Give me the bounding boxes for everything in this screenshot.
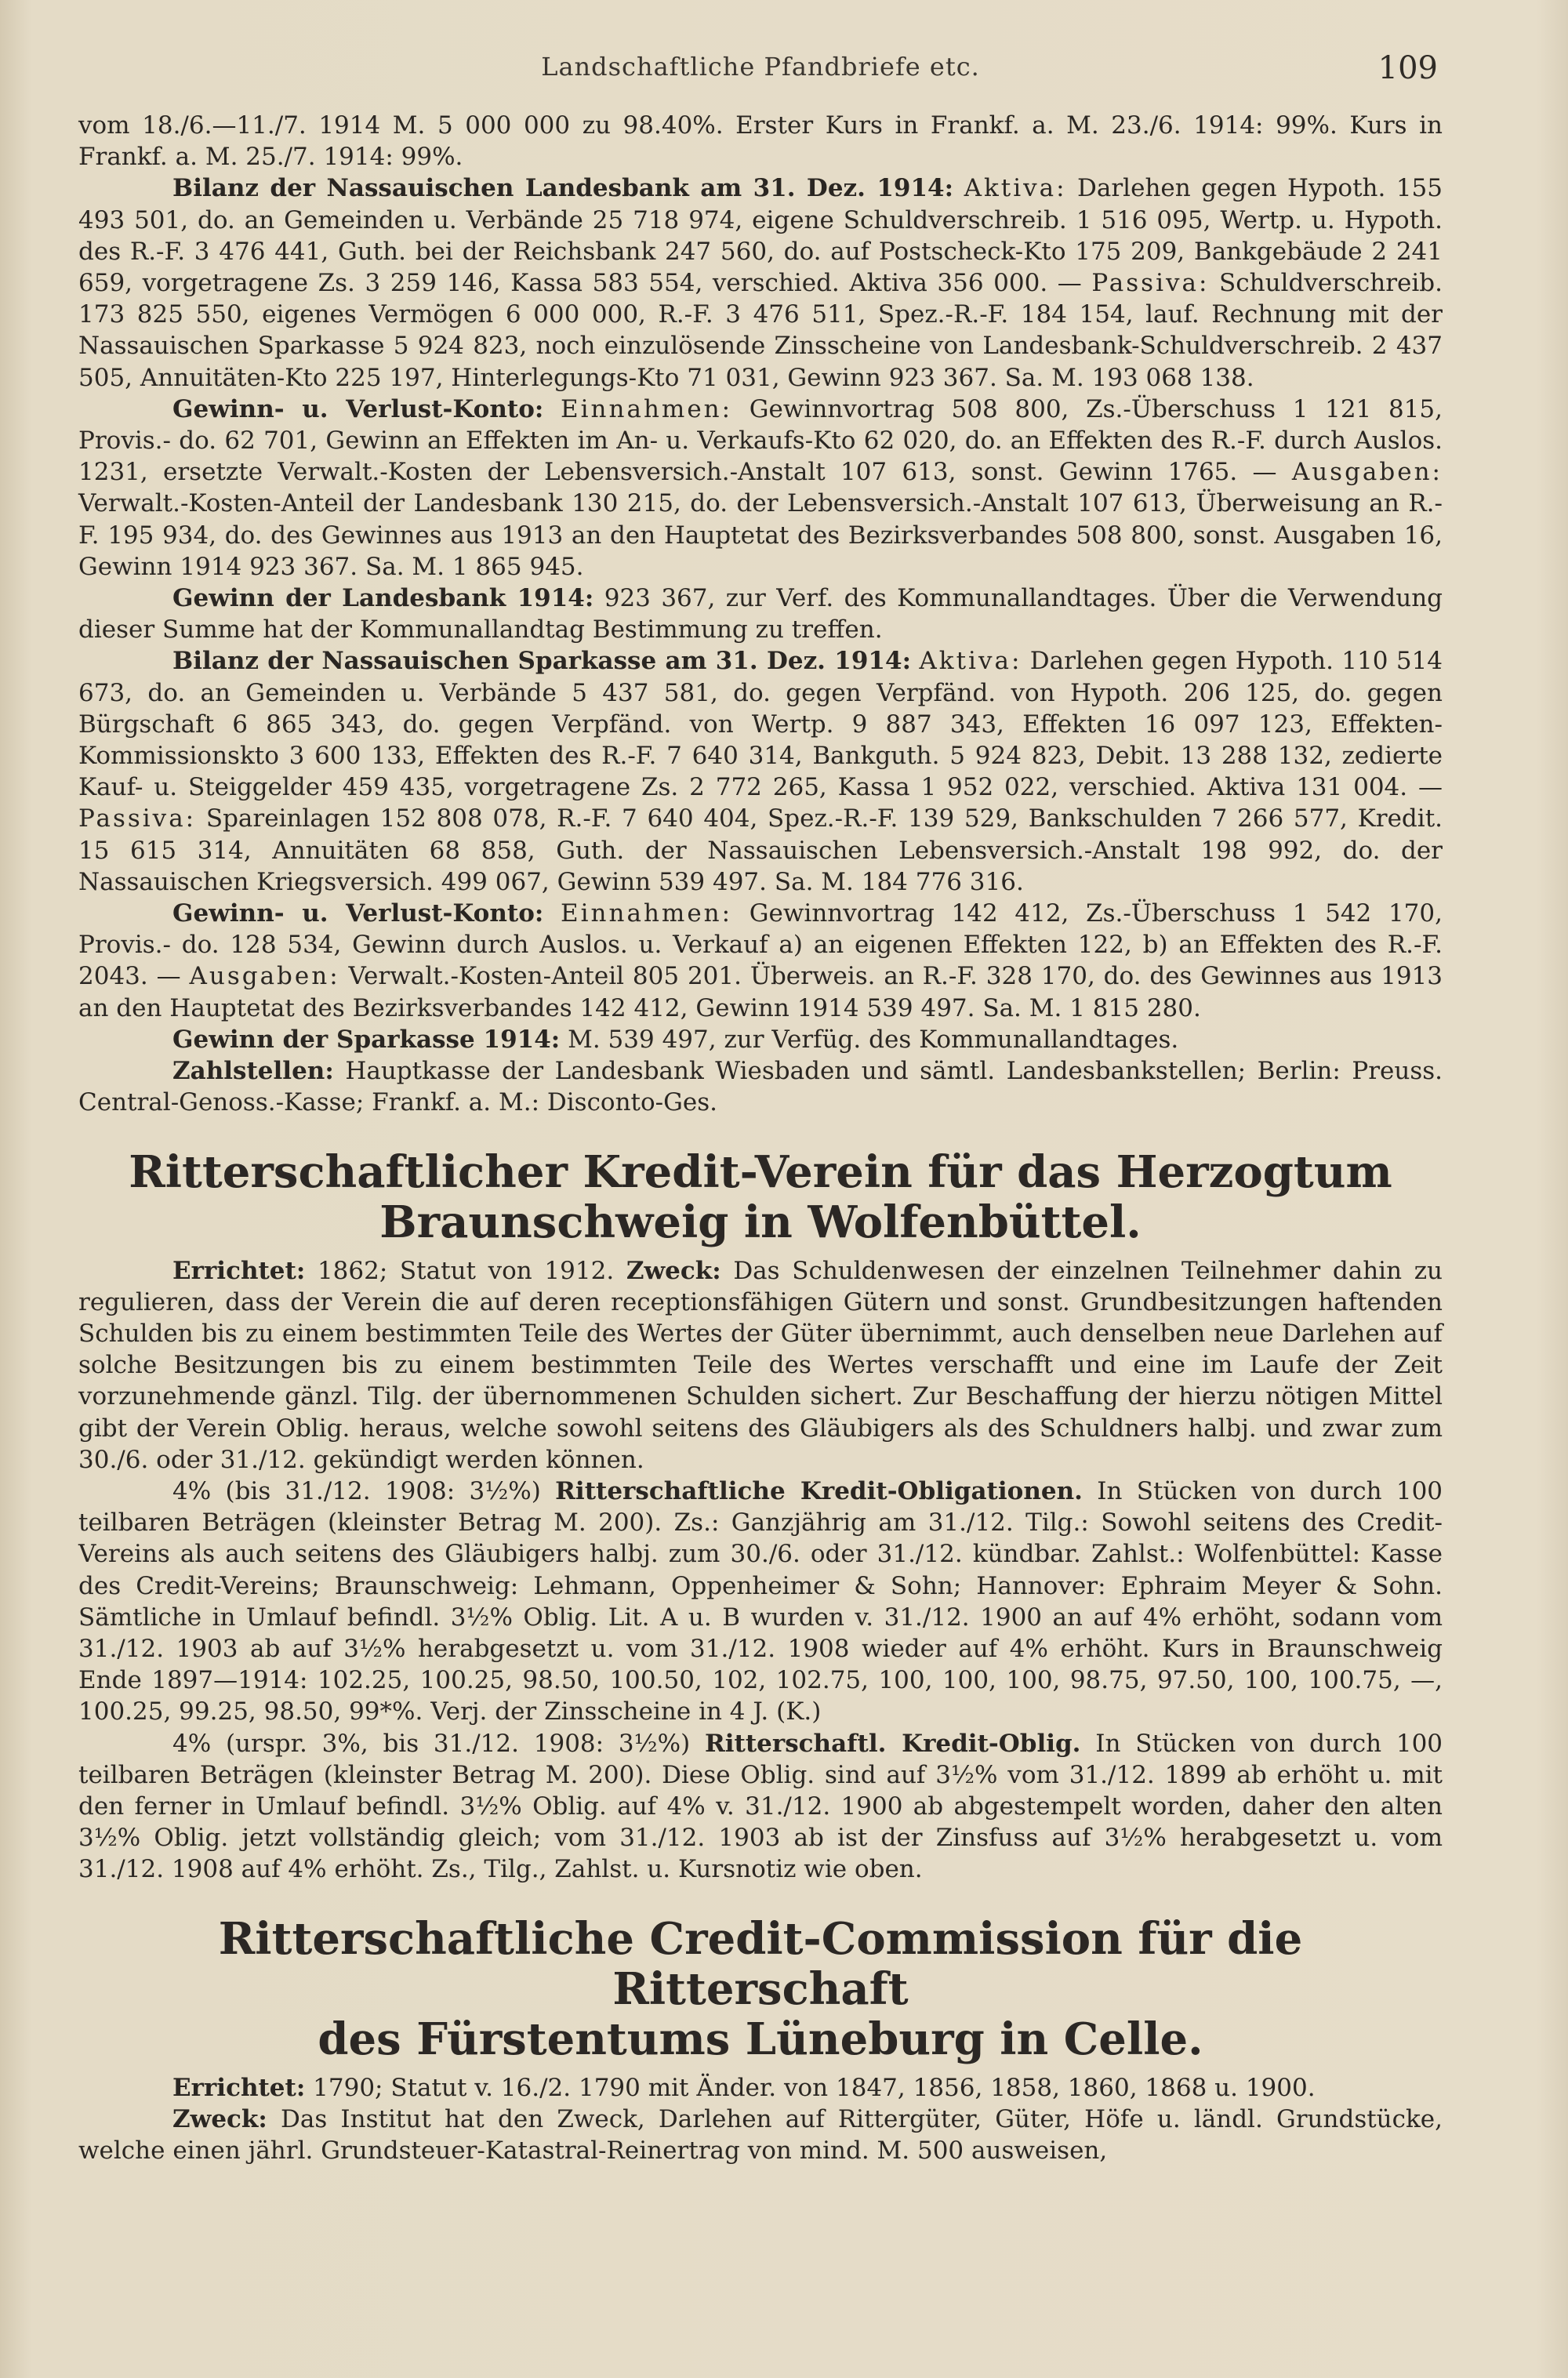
errichtet-label: Errichtet: — [172, 1256, 306, 1285]
section-heading-braunschweig: Ritterschaftlicher Kredit-Verein für das Herzogtum Braunschweig in Wolfenbüttel. — [129, 1145, 1392, 1248]
einnahmen-label: Einnahmen: — [561, 394, 733, 423]
zahlstellen-paragraph: Zahlstellen: Hauptkasse der Landesbank Wiesbaden und sämtl. Landesbankstellen; Berlin: Preuss. Central-Genoss.-Kasse; Frankf. a. M.: Disconto-Ges. — [78, 1057, 1443, 1117]
landesbank-gewinn-paragraph: Gewinn der Landesbank 1914: 923 367, zur Verf. des Kommunallandtages. Über die Verwendung dieser Summe hat der Kommunallandtag Bestimmung zu treffen. — [78, 584, 1443, 644]
running-title: Landschaftliche Pfandbriefe etc. — [541, 52, 980, 82]
page-content — [78, 47, 1443, 2166]
braunschweig-errichtet-paragraph: Errichtet: 1862; Statut von 1912. Zweck: Das Schuldenwesen der einzelnen Teilnehmer dahin zu regulieren, dass der Verein die auf deren receptionsfähigen Gütern und sonst. Grundbesitzungen haftenden Schulden bis zu einem bestimmten Teile des Wertes der Güter übernimmt, auch denselben neue Darlehen auf solche Besitzungen bis zu einem bestimmten Teile des Wertes verschafft und eine im Laufe der Zeit vorzunehmende gänzl. Tilg. der übernommenen Schulden sichert. Zur Beschaffung der hierzu nötigen Mittel gibt der Verein Oblig. heraus, welche sowohl seitens des Gläubigers als des Schuldners halbj. und zwar zum 30./6. oder 31./12. gekündigt werden können. — [78, 1256, 1443, 1474]
kredit-oblig-label: Ritterschaftl. Kredit-Oblig. — [705, 1729, 1081, 1758]
lueneburg-errichtet-paragraph: Errichtet: 1790; Statut v. 16./2. 1790 mit Änder. von 1847, 1856, 1858, 1860, 1868 u. 1900. — [172, 2073, 1316, 2102]
kredit-oblig-paragraph: 4% (urspr. 3%, bis 31./12. 1908: 3½%) Ritterschaftl. Kredit-Oblig. In Stücken von durch 100 teilbaren Beträgen (kleinster Betrag M. 200). Diese Oblig. sind auf 3½% vom 31./12. 1899 ab erhöht u. mit den ferner in Umlauf befindl. 3½% Oblig. auf 4% v. 31./12. 1900 ab abgestempelt worden, daher den alten 3½% Oblig. jetzt vollständig gleich; vom 31./12. 1903 ab ist der Zinsfuss auf 3½% herabgesetzt u. vom 31./12. 1908 auf 4% erhöht. Zs., Tilg., Zahlst. u. Kursnotiz wie oben. — [78, 1729, 1443, 1884]
section-heading-lueneburg: Ritterschaftliche Credit-Commission für die Ritterschaft des Fürstentums Lüneburg in Celle. — [218, 1912, 1303, 2065]
page-number: 109 — [1377, 50, 1438, 86]
ausgaben-label: Ausgaben: — [189, 962, 340, 991]
sparkasse-bilanz-label: Bilanz der Nassauischen Sparkasse am 31. Dez. 1914: — [172, 647, 912, 676]
kredit-obligationen-label: Ritterschaftliche Kredit-Obligationen. — [555, 1476, 1083, 1505]
einnahmen-label: Einnahmen: — [561, 899, 733, 928]
zweck-label: Zweck: — [626, 1256, 721, 1285]
zahlstellen-label: Zahlstellen: — [172, 1057, 334, 1086]
passiva-label: Passiva: — [1091, 269, 1210, 298]
landesbank-guv-label: Gewinn- u. Verlust-Konto: — [172, 394, 544, 423]
ausgaben-label: Ausgaben: — [1291, 458, 1443, 487]
lueneburg-zweck-paragraph: Zweck: Das Institut hat den Zweck, Darlehen auf Rittergüter, Güter, Höfe u. ländl. Grundstücke, welche einen jährl. Grundsteuer-Katastral-Reinertrag von mind. M. 500 ausweisen, — [78, 2104, 1443, 2165]
landesbank-guv-paragraph: Gewinn- u. Verlust-Konto: Einnahmen: Gewinnvortrag 508 800, Zs.-Überschuss 1 121 815, Provis.- do. 62 701, Gewinn an Effekten im An- u. Verkaufs-Kto 62 020, do. an Effekten des R.-F. durch Auslos. 1231, ersetzte Verwalt.-Kosten der Lebensversich.-Anstalt 107 613, sonst. Gewinn 1765. — Ausgaben: Verwalt.-Kosten-Anteil der Landesbank 130 215, do. der Lebensversich.-Anstalt 107 613, Überweisung an R.-F. 195 934, do. des Gewinnes aus 1913 an den Hauptetat des Bezirksverbandes 508 800, sonst. Ausgaben 16, Gewinn 1914 923 367. Sa. M. 1 865 945. — [78, 394, 1443, 581]
zweck-label: Zweck: — [172, 2104, 267, 2133]
sparkasse-guv-paragraph: Gewinn- u. Verlust-Konto: Einnahmen: Gewinnvortrag 142 412, Zs.-Überschuss 1 542 170, Provis.- do. 128 534, Gewinn durch Auslos. u. Verkauf a) an eigenen Effekten 122, b) an Effekten des R.-F. 2043. — Ausgaben: Verwalt.-Kosten-Anteil 805 201. Überweis. an R.-F. 328 170, do. des Gewinnes aus 1913 an den Hauptetat des Bezirksverbandes 142 412, Gewinn 1914 539 497. Sa. M. 1 815 280. — [78, 899, 1443, 1022]
landesbank-bilanz-paragraph: Bilanz der Nassauischen Landesbank am 31. Dez. 1914: Aktiva: Darlehen gegen Hypoth. 155 493 501, do. an Gemeinden u. Verbände 25 718 974, eigene Schuldverschreib. 1 516 095, Wertp. u. Hypoth. des R.-F. 3 476 441, Guth. bei der Reichsbank 247 560, do. auf Postscheck-Kto 175 209, Bankgebäude 2 241 659, vorgetragene Zs. 3 259 146, Kassa 583 554, verschied. Aktiva 356 000. — Passiva: Schuldverschreib. 173 825 550, eigenes Vermögen 6 000 000, R.-F. 3 476 511, Spez.-R.-F. 184 154, lauf. Rechnung mit der Nassauischen Sparkasse 5 924 823, noch einzulösende Zinsscheine von Landesbank-Schuldverschreib. 2 437 505, Annuitäten-Kto 225 197, Hinterlegungs-Kto 71 031, Gewinn 923 367. Sa. M. 193 068 138. — [78, 174, 1443, 392]
landesbank-anleihe-paragraph: vom 18./6.—11./7. 1914 M. 5 000 000 zu 98.40%. Erster Kurs in Frankf. a. M. 23./6. 1914: 99%. Kurs in Frankf. a. M. 25./7. 1914: 99%. — [78, 111, 1443, 172]
sparkasse-gewinn-paragraph: Gewinn der Sparkasse 1914: M. 539 497, zur Verfüg. des Kommunallandtages. — [172, 1025, 1179, 1054]
sparkasse-gewinn-label: Gewinn der Sparkasse 1914: — [172, 1025, 561, 1054]
aktiva-label: Aktiva: — [964, 174, 1067, 203]
sparkasse-guv-label: Gewinn- u. Verlust-Konto: — [172, 899, 544, 928]
aktiva-label: Aktiva: — [919, 647, 1022, 676]
errichtet-label: Errichtet: — [172, 2073, 306, 2102]
landesbank-gewinn-label: Gewinn der Landesbank 1914: — [172, 584, 594, 613]
landesbank-bilanz-label: Bilanz der Nassauischen Landesbank am 31. Dez. 1914: — [172, 174, 954, 203]
passiva-label: Passiva: — [78, 804, 197, 833]
running-head — [78, 47, 1443, 94]
sparkasse-bilanz-paragraph: Bilanz der Nassauischen Sparkasse am 31. Dez. 1914: Aktiva: Darlehen gegen Hypoth. 110 514 673, do. an Gemeinden u. Verbände 5 437 581, do. gegen Verpfänd. von Hypoth. 206 125, do. gegen Bürgschaft 6 865 343, do. gegen Verpfänd. von Wertp. 9 887 343, Effekten 16 097 123, Effekten-Kommissionskto 3 600 133, Effekten des R.-F. 7 640 314, Bankguth. 5 924 823, Debit. 13 288 132, zedierte Kauf- u. Steiggelder 459 435, vorgetragene Zs. 2 772 265, Kassa 1 952 022, verschied. Aktiva 131 004. — Passiva: Spareinlagen 152 808 078, R.-F. 7 640 404, Spez.-R.-F. 139 529, Bankschulden 7 266 577, Kredit. 15 615 314, Annuitäten 68 858, Guth. der Nassauischen Lebensversich.-Anstalt 198 992, do. der Nassauischen Kriegsversich. 499 067, Gewinn 539 497. Sa. M. 184 776 316. — [78, 647, 1443, 896]
kredit-obligationen-paragraph: 4% (bis 31./12. 1908: 3½%) Ritterschaftliche Kredit-Obligationen. In Stücken von durch 100 teilbaren Beträgen (kleinster Betrag M. 200). Zs.: Ganzjährig am 31./12. Tilg.: Sowohl seitens des Credit-Vereins als auch seitens des Gläubigers halbj. zum 30./6. oder 31./12. kündbar. Zahlst.: Wolfenbüttel: Kasse des Credit-Vereins; Braunschweig: Lehmann, Oppenheimer & Sohn; Hannover: Ephraim Meyer & Sohn. Sämtliche in Umlauf befindl. 3½% Oblig. Lit. A u. B wurden v. 31./12. 1900 an auf 4% erhöht, sodann vom 31./12. 1903 ab auf 3½% herabgesetzt u. vom 31./12. 1908 wieder auf 4% erhöht. Kurs in Braunschweig Ende 1897—1914: 102.25, 100.25, 98.50, 100.50, 102, 102.75, 100, 100, 100, 98.75, 97.50, 100, 100.75, —, 100.25, 99.25, 98.50, 99*%. Verj. der Zinsscheine in 4 J. (K.) — [78, 1476, 1443, 1726]
